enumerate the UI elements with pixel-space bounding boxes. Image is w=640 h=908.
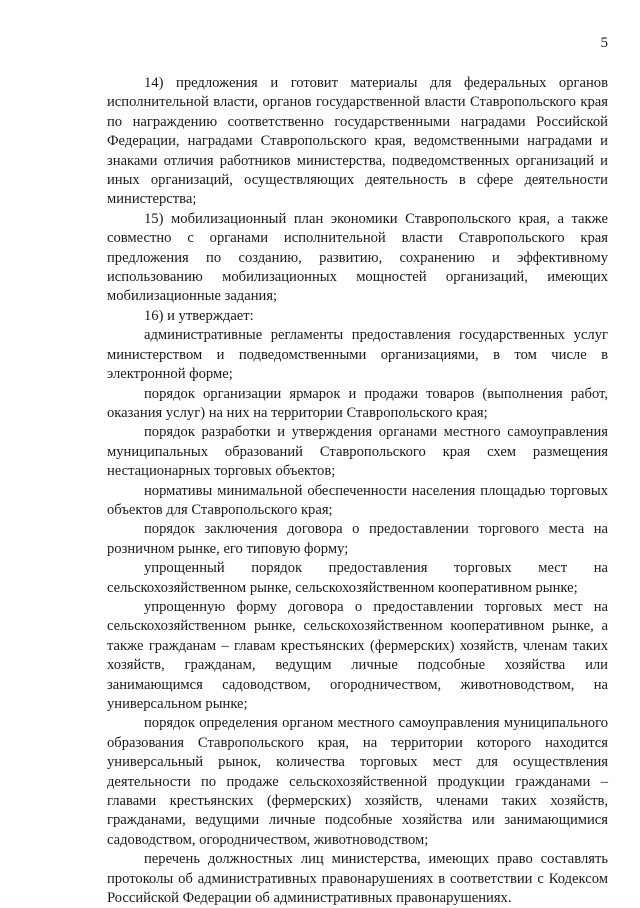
paragraph-officials-list: перечень должностных лиц министерства, имеющих право составлять протоколы об административных правонарушениях в соответствии с Кодексом Российской Федерации об административных правонарушениях. [107,851,608,907]
document-body [107,74,608,908]
paragraph-simplified-contract-form: упрощенную форму договора о предоставлении торговых мест на сельскохозяйственном рынке, сельскохозяйственном кооперативном рынке, а также гражданам – главам крестьянских (фермерских) хозяйств, членам таких хозяйств, гражданам, ведущим личные подсобные хозяйства или занимающимся садоводством, огородничеством, животноводством, на универсальном рынке; [107,598,608,712]
paragraph-item-16: 16) и утверждает: [144,307,254,324]
paragraph-simplified-procedure: упрощенный порядок предоставления торговых мест на сельскохозяйственном рынке, сельскохозяйственном кооперативном рынке; [107,560,608,596]
paragraph-fairs-procedure: порядок организации ярмарок и продажи товаров (выполнения работ, оказания услуг) на них на территории Ставропольского края; [107,385,608,421]
page-number: 5 [600,35,608,51]
paragraph-nonstationary-objects: порядок разработки и утверждения органами местного самоуправления муниципальных образований Ставропольского края схем размещения нестационарных торговых объектов; [107,424,608,480]
paragraph-admin-regulations: административные регламенты предоставления государственных услуг министерством и подведомственными организациями, в том числе в электронной форме; [107,327,608,383]
paragraph-retail-area-norms: нормативы минимальной обеспеченности населения площадью торговых объектов для Ставропольского края; [107,482,608,518]
paragraph-retail-contract: порядок заключения договора о предоставлении торгового места на розничном рынке, его типовую форму; [107,521,608,557]
paragraph-trading-places-count: порядок определения органом местного самоуправления муниципального образования Ставропольского края, на территории которого находится универсальный рынок, количества торговых мест для осуществления деятельности по продаже сельскохозяйственной продукции гражданами – главами крестьянских (фермерских) хозяйств, членами таких хозяйств, гражданами, ведущими личные подсобные хозяйства или занимающимися садоводством, огородничеством, животноводством; [107,715,608,848]
paragraph-item-15: 15) мобилизационный план экономики Ставропольского края, а также совместно с органами исполнительной власти Ставропольского края предложения по созданию, развитию, сохранению и эффективному использованию мобилизационных мощностей организаций, имеющих мобилизационные задания; [107,210,608,305]
paragraph-item-14: 14) предложения и готовит материалы для федеральных органов исполнительной власти, органов государственной власти Ставропольского края по награждению соответственно государственными наградами Российской Федерации, наградами Ставропольского края, ведомственными наградами и знаками отличия работников министерства, подведомственных организаций и иных организаций, осуществляющих деятельность в сфере деятельности министерства; [107,75,608,208]
